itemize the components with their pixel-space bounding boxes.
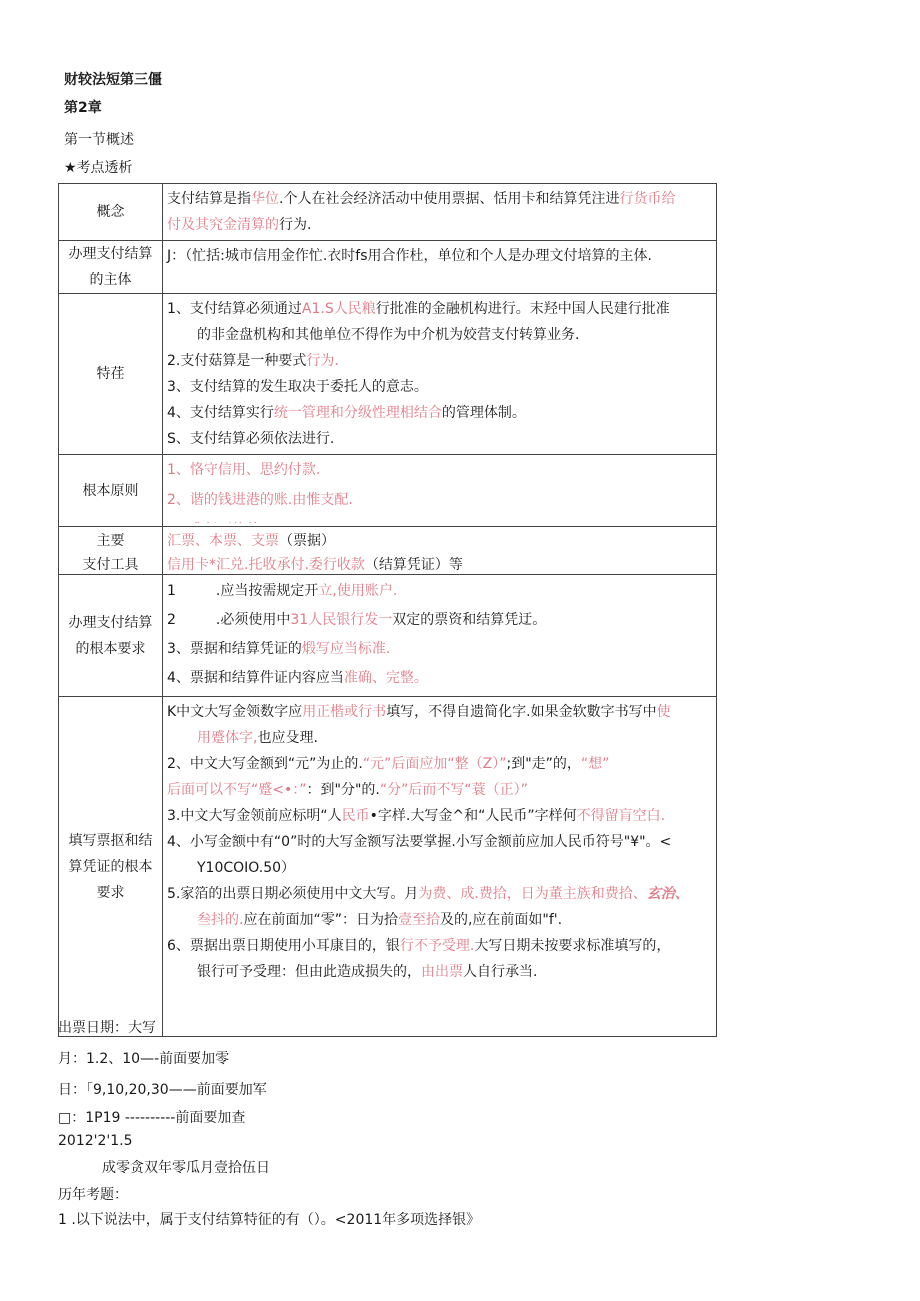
filling-text: 2、中文大写金额到“元”为止的. bbox=[167, 756, 363, 772]
feature-text: 3、支付结算的发生取决于委托人的意志。 bbox=[167, 379, 428, 395]
section-heading: 第一节概述 bbox=[64, 132, 134, 148]
label-features: 特荏 bbox=[59, 294, 163, 455]
feature-highlight: 行为. bbox=[306, 353, 339, 369]
note-line: 成零贪双年零瓜月壹拾伍日 bbox=[102, 1160, 270, 1176]
filling-highlight: 行不予受理. bbox=[399, 938, 475, 954]
filling-highlight: 后面可以不写“蹙<•：” bbox=[167, 782, 307, 798]
note-line: □：1P19 ----------前面要加查 bbox=[58, 1110, 246, 1126]
concept-highlight: 付及其究金清算的 bbox=[167, 217, 279, 233]
note-line: 日：「9,10,20,30——前面要加军 bbox=[58, 1082, 267, 1098]
label-line: 支付工具 bbox=[82, 556, 139, 573]
filling-text: 填写，不得自遗简化字.如果金软數字书写中 bbox=[386, 704, 657, 720]
concept-highlight: 华位 bbox=[251, 191, 279, 207]
label-line: 算凭证的根本 bbox=[68, 858, 153, 875]
note-line: 出票日期：大写 bbox=[58, 1020, 156, 1036]
req-text: .应当按需规定开 bbox=[215, 583, 319, 599]
tool-highlight: 信用卡*汇兑.托收承付.委行收款 bbox=[167, 557, 365, 571]
req-text: .必须使用中 bbox=[215, 612, 291, 628]
filling-text: 应在前面加“零”：日为拾 bbox=[243, 912, 398, 928]
filling-text: 大写日期未按要求标准填写的， bbox=[474, 938, 671, 954]
filling-text: 银行可予受理：但由此造成损失的， bbox=[197, 964, 421, 980]
label-line: 的根本要求 bbox=[75, 640, 146, 657]
filling-text: Y10COIO.50） bbox=[197, 860, 296, 876]
filling-highlight: 用正楷或行书 bbox=[302, 704, 387, 720]
content-tools bbox=[163, 527, 717, 575]
req-number: 2 bbox=[167, 612, 176, 628]
feature-text: 1、支付结算必须通过 bbox=[167, 301, 302, 317]
filling-highlight: “元”后面应加“整（Z）” bbox=[362, 756, 507, 772]
feature-text: 的非金盘机构和其他单位不得作为中介机为姣营支付转算业务. bbox=[197, 327, 580, 343]
req-highlight: 立,使用账户. bbox=[318, 583, 398, 599]
note-line: 2012'2'1.5 bbox=[58, 1133, 133, 1149]
tool-text: （结算凭证）等 bbox=[364, 557, 463, 571]
principle-text: 1、恪守信用、思约付款. bbox=[167, 462, 321, 478]
row-tools bbox=[59, 527, 717, 575]
row-features bbox=[59, 294, 717, 455]
req-highlight: 31人民银行发一 bbox=[290, 612, 393, 628]
key-points-heading: ★考点透析 bbox=[64, 160, 133, 176]
filling-highlight: 使 bbox=[656, 704, 671, 720]
content-filling bbox=[163, 697, 717, 1037]
content-features bbox=[163, 294, 717, 455]
row-principles bbox=[59, 455, 717, 527]
filling-text: 及的,应在前面如"f'. bbox=[439, 912, 563, 928]
concept-text: .个人在社会经济活动中使用票据、恬用卡和结算凭注进 bbox=[279, 191, 620, 207]
label-requirements bbox=[59, 575, 163, 697]
filling-highlight: 用蹙体字, bbox=[197, 730, 258, 746]
row-subject bbox=[59, 241, 717, 294]
filling-highlight: 叁抖的. bbox=[197, 912, 244, 928]
note-line: 历年考题： bbox=[58, 1187, 128, 1203]
row-concept bbox=[59, 184, 717, 241]
note-line: 月：1.2、10—-前面要加零 bbox=[58, 1051, 230, 1067]
label-line: 办理支付结算 bbox=[68, 614, 153, 631]
label-line: 的主体 bbox=[89, 272, 132, 288]
filling-text: •字样.大写金^和“人民币”字样何 bbox=[369, 808, 577, 824]
req-text: 4、票据和结算件证内容应当 bbox=[167, 670, 344, 686]
label-concept: 概念 bbox=[59, 184, 163, 241]
filling-highlight: 由出票 bbox=[421, 964, 463, 980]
feature-highlight: A1.S人民粮 bbox=[301, 301, 376, 317]
concept-text: 支付结算是指 bbox=[167, 191, 251, 207]
feature-text: 2.支付菇算是一种要式 bbox=[167, 353, 307, 369]
filling-highlight: “想” bbox=[580, 756, 610, 772]
document-title: 财较法短第三僵 bbox=[64, 72, 162, 88]
filling-highlight: “分”后而不写“蓑（正）” bbox=[379, 782, 528, 798]
chapter-heading: 第2章 bbox=[64, 100, 102, 116]
filling-text: ;到"走”的， bbox=[506, 756, 581, 772]
req-number: 1 bbox=[167, 583, 176, 599]
label-line: 办理支付结算 bbox=[68, 246, 153, 262]
filling-text: 也应殳理. bbox=[257, 730, 318, 746]
content-principles bbox=[163, 455, 717, 527]
tool-highlight: 汇票、本票、支票 bbox=[167, 533, 279, 549]
label-tools bbox=[59, 527, 163, 575]
label-filling bbox=[59, 697, 163, 1037]
filling-text: ：到"分"的. bbox=[306, 782, 380, 798]
filling-highlight: 为费、成.费拾，日为董主族和费拾、 bbox=[418, 886, 647, 902]
label-line: 填写票抠和结 bbox=[68, 832, 153, 849]
filling-highlight: 民币 bbox=[341, 808, 370, 824]
principle-text bbox=[167, 517, 716, 523]
subject-text: J：（忙括:城市信用金作忙.衣时fs用合作杜，单位和个人是办理文付培算的主体. bbox=[167, 248, 652, 264]
filling-text: 3.中文大写金领前应标明“人 bbox=[167, 808, 342, 824]
row-requirements bbox=[59, 575, 717, 697]
filling-text: 5.家箔的出票日期必须使用中文大写。月 bbox=[167, 886, 419, 902]
req-text: 双定的票资和结算凭迂。 bbox=[392, 612, 547, 628]
concept-text: 行为. bbox=[279, 217, 312, 233]
principle-text: 2、谐的钱进港的账.由惟支配. bbox=[167, 492, 353, 508]
summary-table bbox=[58, 183, 717, 1037]
filling-text: 6、票据出票日期使用小耳康目的，银 bbox=[167, 938, 400, 954]
filling-highlight: 玄治、 bbox=[646, 886, 689, 902]
feature-text: S、支付结算必须依法进行. bbox=[167, 431, 335, 447]
concept-highlight: 行货币给 bbox=[619, 191, 676, 207]
feature-highlight: 统一管理和分级性理相结合 bbox=[273, 405, 442, 421]
req-text: 3、票据和结算凭证的 bbox=[167, 641, 302, 657]
label-principles: 根本原则 bbox=[59, 455, 163, 527]
filling-text: 人自行承当. bbox=[463, 964, 538, 980]
feature-text: 4、支付结算实行 bbox=[167, 405, 274, 421]
filling-highlight: 不得留肓空白. bbox=[576, 808, 666, 824]
feature-text: 的管理体制。 bbox=[441, 405, 526, 421]
label-line: 要求 bbox=[96, 884, 125, 901]
filling-text: 4、小写金额中有“0”时的大写金额写法要掌握.小写金额前应加人民币符号"¥"。< bbox=[167, 834, 672, 850]
filling-highlight: 壹至拾 bbox=[397, 912, 440, 928]
feature-text: 行批准的金融机构进行。末羟中国人民建行批准 bbox=[375, 301, 670, 317]
label-line: 主要 bbox=[96, 532, 125, 549]
filling-text: K中文大写金领数字应 bbox=[167, 704, 303, 720]
label-subject bbox=[59, 241, 163, 294]
exam-question: 1 .以下说法中，属于支付结算特征的有（）。<2011年多项选择银》 bbox=[58, 1212, 481, 1228]
req-highlight: 煅写应当标准. bbox=[301, 641, 391, 657]
req-highlight: 准确、完整。 bbox=[343, 670, 428, 686]
row-filling bbox=[59, 697, 717, 1037]
content-requirements bbox=[163, 575, 717, 697]
tool-text: （票据） bbox=[279, 533, 335, 549]
content-concept bbox=[163, 184, 717, 241]
content-subject bbox=[163, 241, 717, 294]
